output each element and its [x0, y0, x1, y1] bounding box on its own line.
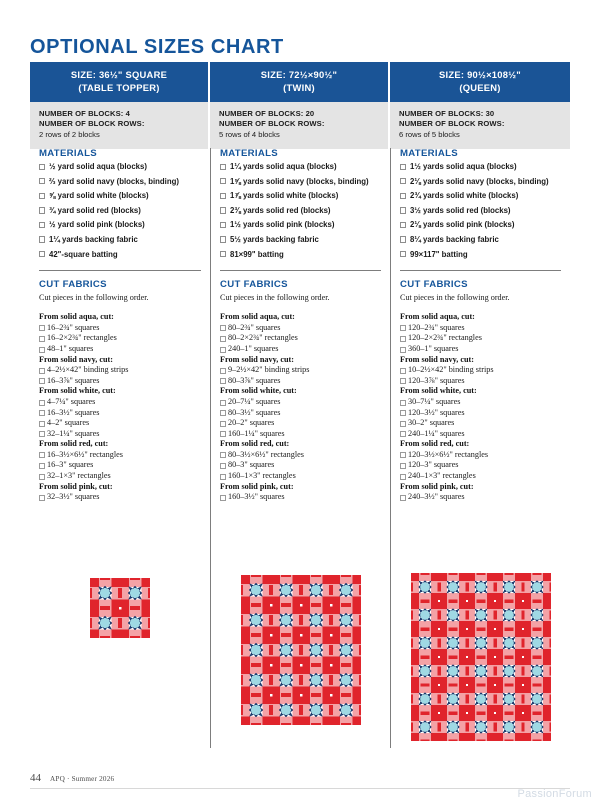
- cut-fabrics-heading: CUT FABRICS: [220, 279, 288, 291]
- material-item[interactable]: [220, 177, 381, 192]
- cut-item[interactable]: [400, 397, 561, 408]
- cut-group: [400, 439, 561, 481]
- material-label: 1⅝ yards solid navy (blocks, binding): [230, 176, 369, 186]
- material-item[interactable]: [39, 162, 201, 177]
- checkbox-icon[interactable]: [400, 474, 406, 480]
- checkbox-icon[interactable]: [39, 452, 45, 458]
- checkbox-icon[interactable]: [220, 463, 226, 469]
- material-item[interactable]: [220, 162, 381, 177]
- checkbox-icon[interactable]: [400, 421, 406, 427]
- cut-item-label: 16–2×2¾" rectangles: [47, 333, 117, 343]
- cut-item[interactable]: [220, 460, 381, 471]
- checkbox-icon[interactable]: [39, 400, 45, 406]
- checkbox-icon[interactable]: [39, 222, 45, 228]
- checkbox-icon[interactable]: [39, 474, 45, 480]
- checkbox-icon[interactable]: [400, 236, 406, 242]
- checkbox-icon[interactable]: [220, 410, 226, 416]
- cut-item-label: 80–3⅞" squares: [228, 375, 281, 385]
- number-of-block-rows-value: 2 rows of 2 blocks: [39, 129, 100, 139]
- cut-items-list: [400, 397, 561, 439]
- material-item[interactable]: [220, 206, 381, 221]
- cut-item[interactable]: [400, 460, 561, 471]
- checkbox-icon[interactable]: [400, 336, 406, 342]
- cut-item-label: 160–3½" squares: [228, 492, 285, 502]
- cut-group: [39, 482, 201, 503]
- cut-items-list: [400, 323, 561, 355]
- cut-item-label: 120–2¾" squares: [408, 322, 465, 332]
- material-label: ½ yard solid pink (blocks): [49, 220, 145, 230]
- cut-items-list: [39, 323, 201, 355]
- checkbox-icon[interactable]: [39, 463, 45, 469]
- number-of-block-rows-label: NUMBER OF BLOCK ROWS:: [399, 119, 505, 129]
- cut-fabrics-intro: Cut pieces in the following order.: [39, 293, 149, 303]
- cut-items-list: [39, 397, 201, 439]
- page-number: 44: [30, 772, 41, 784]
- cut-group: [220, 482, 381, 503]
- cut-item[interactable]: [220, 376, 381, 387]
- section-divider: [400, 270, 561, 271]
- page-title: OPTIONAL SIZES CHART: [30, 36, 284, 58]
- cut-group-heading: From solid aqua, cut:: [39, 312, 114, 322]
- cut-items-list: [220, 492, 381, 503]
- quilt-diagram: [90, 578, 150, 643]
- checkbox-icon[interactable]: [220, 452, 226, 458]
- cut-item[interactable]: [400, 418, 561, 429]
- checkbox-icon[interactable]: [39, 178, 45, 184]
- material-label: 2⅛ yards solid navy (blocks, binding): [410, 176, 549, 186]
- cut-item[interactable]: [400, 408, 561, 419]
- checkbox-icon[interactable]: [400, 368, 406, 374]
- cut-item-label: 20–7¼" squares: [228, 396, 281, 406]
- cut-items-list: [220, 450, 381, 482]
- cut-item-label: 16–2¾" squares: [47, 322, 100, 332]
- size-line-1: SIZE: 90½×108½": [439, 69, 521, 80]
- cut-item[interactable]: [39, 365, 201, 376]
- quilt-diagram: [411, 573, 551, 746]
- material-item[interactable]: [400, 191, 561, 206]
- checkbox-icon[interactable]: [400, 325, 406, 331]
- checkbox-icon[interactable]: [400, 410, 406, 416]
- material-item[interactable]: [39, 177, 201, 192]
- cut-item-label: 32–1¼" squares: [47, 428, 100, 438]
- cut-group-heading: From solid pink, cut:: [39, 481, 113, 491]
- block-info-cell-2: [210, 102, 390, 149]
- cut-item[interactable]: [220, 492, 381, 503]
- checkbox-icon[interactable]: [220, 207, 226, 213]
- material-label: 1¼ yards backing fabric: [49, 234, 138, 244]
- checkbox-icon[interactable]: [400, 431, 406, 437]
- cut-item[interactable]: [220, 323, 381, 334]
- table-info-row: [30, 102, 570, 149]
- material-label: 1½ yards solid aqua (blocks): [410, 162, 517, 171]
- checkbox-icon[interactable]: [220, 495, 226, 501]
- publication-info: APQ · Summer 2026: [50, 774, 115, 783]
- cut-item[interactable]: [39, 460, 201, 471]
- cut-item-label: 32–3½" squares: [47, 492, 100, 502]
- cut-item[interactable]: [39, 418, 201, 429]
- material-label: 1½ yards solid pink (blocks): [230, 220, 335, 230]
- material-label: 99×117" batting: [410, 249, 468, 259]
- cut-item[interactable]: [220, 471, 381, 482]
- checkbox-icon[interactable]: [39, 410, 45, 416]
- cut-group-heading: From solid red, cut:: [39, 439, 109, 449]
- checkbox-icon[interactable]: [220, 178, 226, 184]
- cut-group-heading: From solid white, cut:: [220, 386, 297, 396]
- material-item[interactable]: [39, 250, 201, 265]
- checkbox-icon[interactable]: [400, 347, 406, 353]
- cut-item-label: 160–1×3" rectangles: [228, 471, 296, 481]
- material-label: ½ yard solid aqua (blocks): [49, 162, 147, 171]
- checkbox-icon[interactable]: [400, 378, 406, 384]
- size-header-cell-1: [30, 62, 210, 102]
- section-divider: [39, 270, 201, 271]
- block-info-cell-3: [390, 102, 570, 149]
- cut-item-label: 240–1¼" squares: [408, 428, 465, 438]
- material-item[interactable]: [400, 220, 561, 235]
- cut-item[interactable]: [400, 365, 561, 376]
- quilt-diagram-wrapper: [30, 578, 210, 643]
- cut-item[interactable]: [39, 333, 201, 344]
- cut-item-label: 16–3⅞" squares: [47, 375, 100, 385]
- cut-items-list: [220, 397, 381, 439]
- cut-item-label: 4–7¼" squares: [47, 396, 96, 406]
- material-label: 2⅛ yards solid pink (blocks): [410, 220, 515, 230]
- cut-items-list: [400, 365, 561, 386]
- cut-item-label: 16–3½" squares: [47, 407, 100, 417]
- cut-item-label: 240–1" squares: [228, 343, 279, 353]
- material-label: ⅔ yard solid navy (blocks, binding): [49, 176, 179, 186]
- cut-group: [400, 386, 561, 439]
- cut-item[interactable]: [220, 344, 381, 355]
- checkbox-icon[interactable]: [39, 336, 45, 342]
- cut-item[interactable]: [220, 450, 381, 461]
- cut-items-list: [39, 450, 201, 482]
- cut-group: [400, 355, 561, 387]
- material-item[interactable]: [39, 191, 201, 206]
- material-item[interactable]: [400, 162, 561, 177]
- quilt-diagram-wrapper: [211, 575, 391, 730]
- cut-item-label: 4–2" squares: [47, 418, 90, 428]
- cut-item-label: 80–3½×6½" rectangles: [228, 449, 304, 459]
- cut-items-list: [39, 365, 201, 386]
- cut-item[interactable]: [220, 418, 381, 429]
- cut-item[interactable]: [400, 429, 561, 440]
- cut-group: [220, 355, 381, 387]
- cut-item-label: 120–3⅞" squares: [408, 375, 465, 385]
- cut-item[interactable]: [39, 397, 201, 408]
- cut-item[interactable]: [400, 450, 561, 461]
- cut-group: [39, 355, 201, 387]
- checkbox-icon[interactable]: [400, 400, 406, 406]
- number-of-blocks: NUMBER OF BLOCKS: 20: [219, 109, 315, 118]
- cut-item-label: 80–3½" squares: [228, 407, 281, 417]
- cut-group-heading: From solid navy, cut:: [39, 354, 113, 364]
- checkbox-icon[interactable]: [220, 336, 226, 342]
- cut-group-heading: From solid navy, cut:: [400, 354, 474, 364]
- cut-item[interactable]: [400, 333, 561, 344]
- cut-fabrics-heading: CUT FABRICS: [400, 279, 468, 291]
- material-item[interactable]: [400, 177, 561, 192]
- checkbox-icon[interactable]: [220, 193, 226, 199]
- cut-item[interactable]: [39, 492, 201, 503]
- cut-item[interactable]: [39, 471, 201, 482]
- number-of-block-rows-value: 6 rows of 5 blocks: [399, 129, 460, 139]
- material-item[interactable]: [220, 220, 381, 235]
- cut-item[interactable]: [220, 333, 381, 344]
- columns-container: [30, 148, 570, 748]
- cut-group-heading: From solid pink, cut:: [220, 481, 294, 491]
- material-label: 5½ yards backing fabric: [230, 234, 319, 244]
- cut-item-label: 10–2½×42" binding strips: [408, 365, 494, 375]
- cut-group: [39, 312, 201, 354]
- sizes-table: [30, 62, 570, 149]
- checkbox-icon[interactable]: [220, 164, 226, 170]
- watermark: PassionForum: [517, 788, 592, 800]
- size-column-queen: [390, 148, 570, 748]
- cut-group-heading: From solid aqua, cut:: [220, 312, 295, 322]
- material-item[interactable]: [220, 191, 381, 206]
- checkbox-icon[interactable]: [39, 164, 45, 170]
- checkbox-icon[interactable]: [400, 222, 406, 228]
- checkbox-icon[interactable]: [39, 495, 45, 501]
- number-of-block-rows-label: NUMBER OF BLOCK ROWS:: [39, 119, 145, 129]
- cut-item-label: 80–3" squares: [228, 460, 275, 470]
- cut-group: [39, 439, 201, 481]
- cut-group-heading: From solid navy, cut:: [220, 354, 294, 364]
- material-label: ¾ yard solid red (blocks): [49, 205, 141, 215]
- cut-item[interactable]: [220, 365, 381, 376]
- checkbox-icon[interactable]: [220, 421, 226, 427]
- checkbox-icon[interactable]: [220, 368, 226, 374]
- checkbox-icon[interactable]: [400, 193, 406, 199]
- material-label: 42"-square batting: [49, 249, 118, 259]
- material-item[interactable]: [220, 235, 381, 250]
- materials-list: [39, 162, 201, 264]
- checkbox-icon[interactable]: [39, 347, 45, 353]
- cut-item-label: 4–2½×42" binding strips: [47, 365, 129, 375]
- cut-group-heading: From solid red, cut:: [400, 439, 470, 449]
- materials-heading: MATERIALS: [220, 148, 278, 159]
- size-line-1: SIZE: 36½" SQUARE: [70, 69, 168, 80]
- cut-item[interactable]: [39, 408, 201, 419]
- cut-item[interactable]: [220, 397, 381, 408]
- size-header-cell-2: [210, 62, 390, 102]
- number-of-block-rows-label: NUMBER OF BLOCK ROWS:: [219, 119, 325, 129]
- checkbox-icon[interactable]: [220, 474, 226, 480]
- checkbox-icon[interactable]: [400, 495, 406, 501]
- cut-items-list: [39, 492, 201, 503]
- number-of-blocks: NUMBER OF BLOCKS: 4: [39, 109, 130, 118]
- cut-items-list: [400, 450, 561, 482]
- material-item[interactable]: [39, 235, 201, 250]
- cut-item-label: 240–3½" squares: [408, 492, 465, 502]
- cut-item-label: 120–3½" squares: [408, 407, 465, 417]
- checkbox-icon[interactable]: [220, 222, 226, 228]
- checkbox-icon[interactable]: [39, 378, 45, 384]
- cut-fabrics-heading: CUT FABRICS: [39, 279, 107, 291]
- material-label: 81×99" batting: [230, 249, 284, 259]
- cut-item[interactable]: [400, 376, 561, 387]
- cut-item-label: 20–2" squares: [228, 418, 275, 428]
- cut-item[interactable]: [39, 450, 201, 461]
- cut-item-label: 120–2×2¾" rectangles: [408, 333, 482, 343]
- material-label: 1⅞ yards solid white (blocks): [230, 191, 339, 201]
- cut-fabrics-intro: Cut pieces in the following order.: [400, 293, 510, 303]
- cut-items-list: [220, 323, 381, 355]
- size-line-1: SIZE: 72½×90½": [260, 69, 338, 80]
- materials-list: [220, 162, 381, 264]
- cut-group: [39, 386, 201, 439]
- checkbox-icon[interactable]: [220, 347, 226, 353]
- cut-item[interactable]: [39, 429, 201, 440]
- number-of-block-rows-value: 5 rows of 4 blocks: [219, 129, 280, 139]
- cut-group: [220, 386, 381, 439]
- block-info-cell-1: [30, 102, 210, 149]
- checkbox-icon[interactable]: [220, 236, 226, 242]
- material-label: 1¼ yards solid aqua (blocks): [230, 162, 337, 171]
- section-divider: [220, 270, 381, 271]
- cut-item[interactable]: [400, 492, 561, 503]
- checkbox-icon[interactable]: [400, 207, 406, 213]
- material-label: 2¾ yards solid white (blocks): [410, 191, 519, 201]
- checkbox-icon[interactable]: [39, 207, 45, 213]
- cut-item-label: 240–1×3" rectangles: [408, 471, 476, 481]
- checkbox-icon[interactable]: [39, 193, 45, 199]
- material-item[interactable]: [400, 235, 561, 250]
- cut-items-list: [220, 365, 381, 386]
- material-label: 2⅜ yards solid red (blocks): [230, 205, 331, 215]
- cut-item[interactable]: [39, 344, 201, 355]
- size-header-cell-3: [390, 62, 570, 102]
- cut-item[interactable]: [400, 344, 561, 355]
- footer-divider: [30, 788, 570, 789]
- cut-group-heading: From solid red, cut:: [220, 439, 290, 449]
- cut-group: [400, 312, 561, 354]
- checkbox-icon[interactable]: [39, 236, 45, 242]
- cut-item-label: 120–3½×6½" rectangles: [408, 449, 489, 459]
- cut-item-label: 9–2½×42" binding strips: [228, 365, 310, 375]
- cut-group-heading: From solid aqua, cut:: [400, 312, 475, 322]
- checkbox-icon[interactable]: [220, 378, 226, 384]
- cut-item-label: 80–2×2¾" rectangles: [228, 333, 298, 343]
- cut-item-label: 120–3" squares: [408, 460, 459, 470]
- cut-items-list: [400, 492, 561, 503]
- cut-fabrics-intro: Cut pieces in the following order.: [220, 293, 330, 303]
- cut-group-heading: From solid pink, cut:: [400, 481, 474, 491]
- cut-group-heading: From solid white, cut:: [400, 386, 477, 396]
- checkbox-icon[interactable]: [400, 164, 406, 170]
- cut-item-label: 160–1¼" squares: [228, 428, 285, 438]
- material-label: 8¼ yards backing fabric: [410, 234, 499, 244]
- size-line-2: (TWIN): [283, 81, 315, 93]
- checkbox-icon[interactable]: [39, 325, 45, 331]
- checkbox-icon[interactable]: [39, 431, 45, 437]
- table-header-row: [30, 62, 570, 102]
- checkbox-icon[interactable]: [220, 251, 226, 257]
- checkbox-icon[interactable]: [39, 421, 45, 427]
- checkbox-icon[interactable]: [400, 178, 406, 184]
- size-line-2: (TABLE TOPPER): [78, 81, 160, 93]
- materials-heading: MATERIALS: [39, 148, 97, 159]
- material-item[interactable]: [39, 206, 201, 221]
- material-item[interactable]: [39, 220, 201, 235]
- cut-item[interactable]: [400, 471, 561, 482]
- checkbox-icon[interactable]: [220, 400, 226, 406]
- checkbox-icon[interactable]: [220, 325, 226, 331]
- cut-item-label: 32–1×3" rectangles: [47, 471, 111, 481]
- checkbox-icon[interactable]: [39, 368, 45, 374]
- material-item[interactable]: [220, 250, 381, 265]
- checkbox-icon[interactable]: [220, 431, 226, 437]
- material-label: ⅝ yard solid white (blocks): [49, 191, 149, 201]
- checkbox-icon[interactable]: [39, 251, 45, 257]
- cut-item[interactable]: [220, 408, 381, 419]
- cut-group: [400, 482, 561, 503]
- cut-item-label: 16–3½×6½" rectangles: [47, 449, 123, 459]
- cut-item[interactable]: [220, 429, 381, 440]
- material-item[interactable]: [400, 206, 561, 221]
- materials-heading: MATERIALS: [400, 148, 458, 159]
- materials-list: [400, 162, 561, 264]
- cut-item-label: 16–3" squares: [47, 460, 94, 470]
- cut-item[interactable]: [39, 376, 201, 387]
- number-of-blocks: NUMBER OF BLOCKS: 30: [399, 109, 495, 118]
- cut-group: [220, 312, 381, 354]
- material-label: 3½ yards solid red (blocks): [410, 205, 511, 215]
- checkbox-icon[interactable]: [400, 251, 406, 257]
- cut-group: [220, 439, 381, 481]
- cut-item-label: 80–2¾" squares: [228, 322, 281, 332]
- checkbox-icon[interactable]: [400, 463, 406, 469]
- cut-item-label: 48–1" squares: [47, 343, 94, 353]
- cut-item-label: 30–7¼" squares: [408, 396, 461, 406]
- quilt-diagram: [241, 575, 361, 730]
- checkbox-icon[interactable]: [400, 452, 406, 458]
- cut-item-label: 360–1" squares: [408, 343, 459, 353]
- material-item[interactable]: [400, 250, 561, 265]
- cut-item[interactable]: [39, 323, 201, 334]
- cut-group-heading: From solid white, cut:: [39, 386, 116, 396]
- quilt-diagram-wrapper: [391, 573, 571, 746]
- cut-item[interactable]: [400, 323, 561, 334]
- size-column-table-topper: [30, 148, 210, 748]
- size-column-twin: [210, 148, 390, 748]
- cut-item-label: 30–2" squares: [408, 418, 455, 428]
- size-line-2: (QUEEN): [459, 81, 501, 93]
